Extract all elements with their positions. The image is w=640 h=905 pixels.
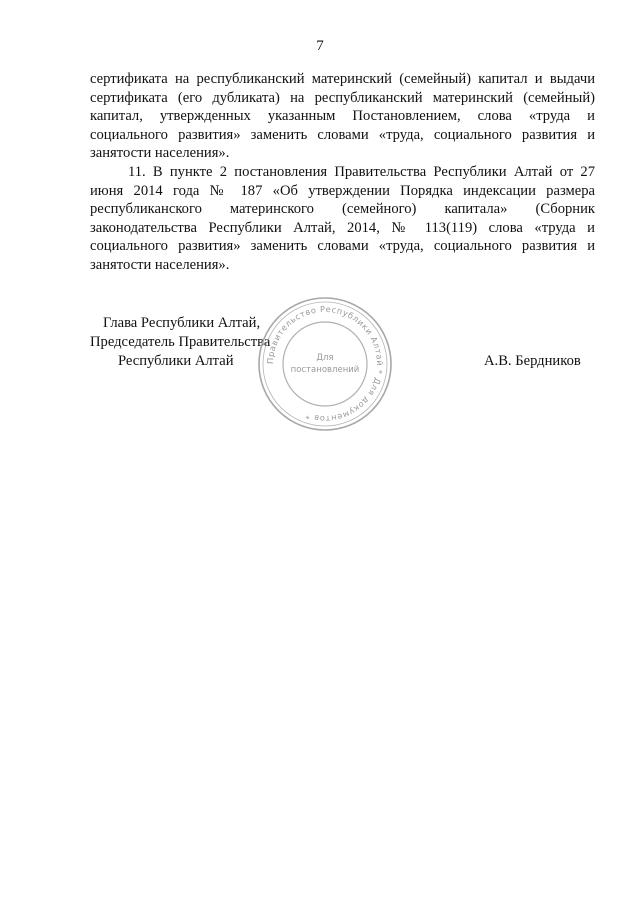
signatory-title-line: Глава Республики Алтай, bbox=[103, 315, 261, 331]
seal-center-line2: постановлений bbox=[290, 365, 360, 375]
signatory-title bbox=[90, 314, 270, 371]
seal-ring-text: Правительство Республики Алтай * Для документов * bbox=[264, 303, 386, 425]
seal-graphic bbox=[255, 294, 395, 434]
official-seal bbox=[255, 294, 395, 434]
document-body bbox=[90, 70, 595, 275]
page-number: 7 bbox=[316, 38, 324, 54]
seal-inner-ring bbox=[283, 322, 367, 406]
signatory-name: А.В. Бердников bbox=[484, 353, 581, 369]
seal-outer-ring-inner bbox=[263, 302, 387, 426]
paragraph-item-11: 11. В пункте 2 постановления Правительства Республики Алтай от 27 июня 2014 года № 187 «Об утверждении Порядка индексации размера республиканского материнского (семейного) капитала» (Сборник законодательства Республики Алтай, 2014, № 113(119) слова «труда и социального развития» заменить словами «труда, социального развития и занятости населения». bbox=[90, 163, 595, 273]
paragraph-continuation: сертификата на республиканский материнский (семейный) капитал и выдачи сертификата (его дубликата) на республиканский материнский (семейный) капитал, утвержденных указанным Постановлением, слова «труда и социального развития» заменить словами «труда, социального развития и занятости населения». bbox=[90, 71, 595, 162]
seal-center-line1: Для bbox=[316, 353, 334, 363]
signatory-title-line: Председатель Правительства bbox=[90, 334, 271, 350]
seal-outer-ring bbox=[259, 298, 391, 430]
signatory-title-line: Республики Алтай bbox=[118, 353, 234, 369]
